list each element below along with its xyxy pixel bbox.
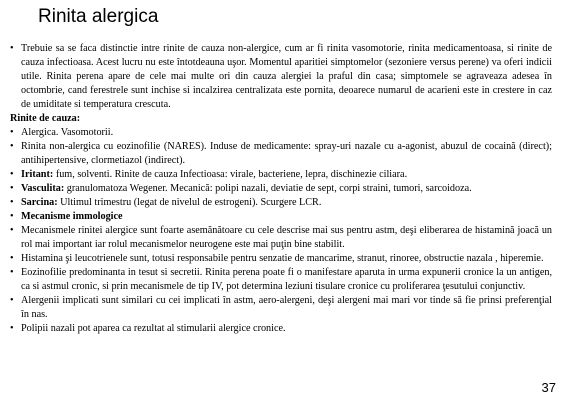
list-item <box>10 266 552 294</box>
list-item <box>10 182 552 196</box>
item-text: granulomatoza Wegener. Mecanică: polipi nazali, deviatie de sept, corpi straini, tumori, sarcoidoza. <box>64 183 472 194</box>
list-item <box>10 140 552 168</box>
list-item <box>10 210 552 224</box>
item-label: Sarcina: <box>21 197 58 208</box>
list-item <box>10 294 552 322</box>
list-item <box>10 224 552 252</box>
list-item <box>10 126 552 140</box>
item-text: Histamina şi leucotrienele sunt, totusi responsabile pentru senzatie de mancarime, stranut, rinoree, obstructie nazala , hiperemie. <box>21 253 544 264</box>
list-item <box>10 42 552 112</box>
slide-title: Rinita alergica <box>38 6 159 27</box>
item-text: Alergica. Vasomotorii. <box>21 127 114 138</box>
slide-body <box>10 42 552 336</box>
section-heading: Rinite de cauza: <box>10 113 81 124</box>
item-text: Alergenii implicati sunt similari cu cei implicati în astm, aero-alergeni, deşi alergeni mai mari vor tinde să fie prinsi preferenţial în nas. <box>21 295 552 320</box>
list-item <box>10 196 552 210</box>
list-item <box>10 252 552 266</box>
item-text: Rinita non-alergica cu eozinofilie (NARES). Induse de medicamente: spray-uri nazale cu a-agonist, abuzul de cocaină (direct); antihipertensive, clormetiazol (indirect). <box>21 141 552 166</box>
item-text: Ultimul trimestru (legat de nivelul de estrogeni). Scurgere LCR. <box>57 197 322 208</box>
item-text: fum, solventi. Rinite de cauza Infectioasa: virale, bacteriene, lepra, dischinezie ciliara. <box>53 169 408 180</box>
item-text: Mecanismele rinitei alergice sunt foarte asemănătoare cu cele descrise mai sus pentru astm, deşi eliberarea de histamină joacă un rol mai important iar rolul mecanismelor neurogene este mai puţin bine stabilit. <box>21 225 552 250</box>
item-label: Mecanisme immologice <box>21 211 123 222</box>
item-label: Vasculita: <box>21 183 65 194</box>
list-item <box>10 322 552 336</box>
item-label: Iritant: <box>21 169 54 180</box>
item-text: Trebuie sa se faca distinctie intre rinite de cauza non-alergice, cum ar fi rinita vasomotorie, rinita medicamentoasa, si rinite de cauza infectioasa. Acest lucru nu este întotdeauna uşor. Momentul aparitiei simptomelor (sezoniere versus perene) va oferi indicii utile. Rinita perena apare de cele mai multe ori din cauza alergiei la praful din casa; simptomele se agraveaza adesea în octombrie, cand ferestrele sunt inchise si incalzirea centralizata este pornita, deoarece numarul de acarieni este in crestere in caz de umiditate si temperatura crescuta. <box>21 43 552 110</box>
page-number: 37 <box>541 380 556 395</box>
list-item <box>10 168 552 182</box>
item-text: Eozinofilie predominanta in tesut si secretii. Rinita perena poate fi o manifestare aparuta in urma expunerii cronice la un antigen, ca si astmul cronic, si prin mecanismele de tip IV, pot determina leziuni tisulare cronice cu proliferarea ţesutului conjunctiv. <box>21 267 552 292</box>
item-text: Polipii nazali pot aparea ca rezultat al stimularii alergice cronice. <box>21 323 286 334</box>
